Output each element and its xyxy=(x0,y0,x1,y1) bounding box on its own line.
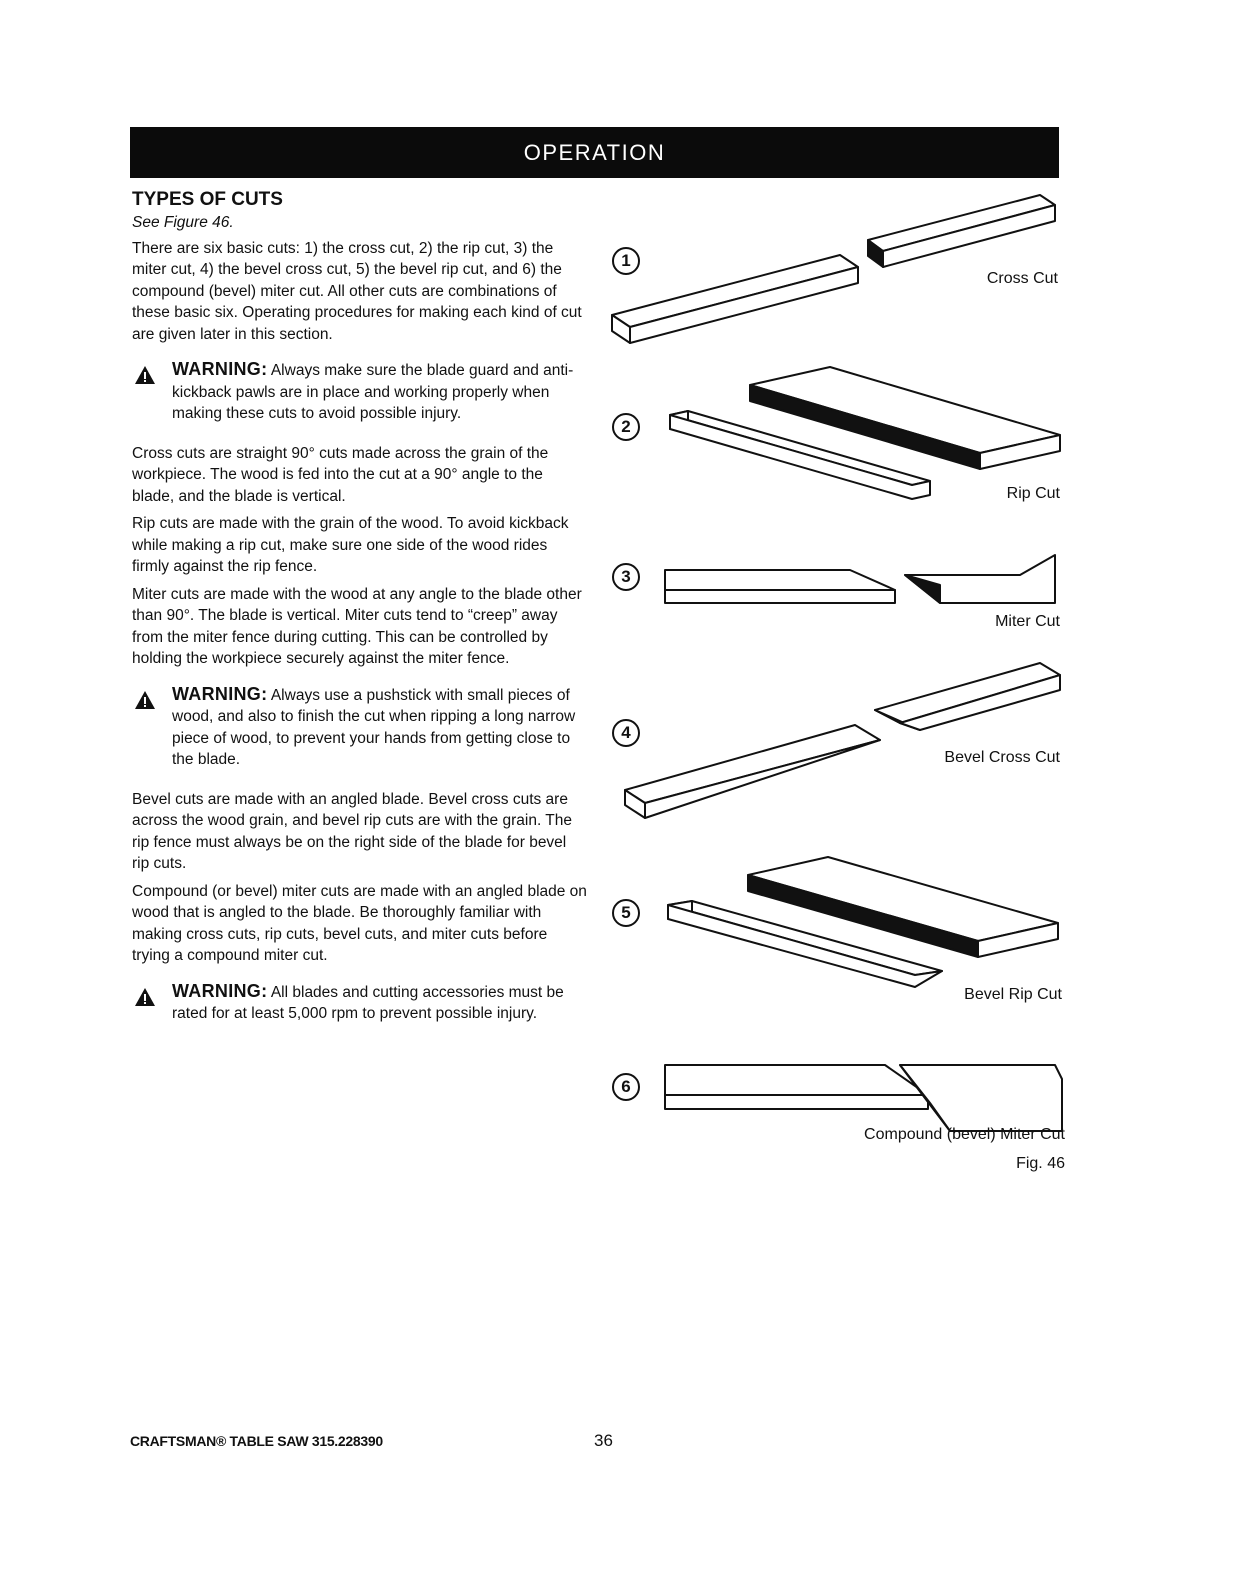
figure-number-4: 4 xyxy=(612,719,640,747)
intro-paragraph: There are six basic cuts: 1) the cross cut, 2) the rip cut, 3) the miter cut, 4) the bevel cross cut, 5) the bevel rip cut, and 6) the compound (bevel) miter cut. All other cuts are combinations of these basic six. Operating procedures for making each kind of cut are given later in this section. xyxy=(132,239,582,343)
label-compound-miter-cut: Compound (bevel) Miter Cut xyxy=(864,1126,1065,1143)
section-header xyxy=(130,127,1059,178)
page-number: 36 xyxy=(594,1431,613,1450)
figure-number-6: 6 xyxy=(612,1073,640,1101)
figure-caption: Fig. 46 xyxy=(1016,1155,1065,1172)
warning-icon xyxy=(134,987,156,1007)
figure-number-1: 1 xyxy=(612,247,640,275)
label-rip-cut: Rip Cut xyxy=(1006,485,1060,502)
label-cross-cut: Cross Cut xyxy=(986,270,1058,287)
warning-label: WARNING: xyxy=(172,683,268,704)
cross-cut-drawing xyxy=(612,195,1055,343)
warning-label: WARNING: xyxy=(172,359,268,379)
bevel-cross-cut-drawing xyxy=(625,663,1060,818)
figure-number-3: 3 xyxy=(612,563,640,591)
cross-cut-paragraph: Cross cuts are straight 90° cuts made across the grain of the workpiece. The wood is fed into the cut at a 90° angle to the blade, and the blade is vertical. xyxy=(132,444,549,505)
miter-cut-drawing xyxy=(665,555,1055,603)
warning-rpm xyxy=(132,981,587,1025)
rip-cut-drawing xyxy=(670,367,1060,499)
compound-miter-cut-drawing xyxy=(665,1065,1062,1131)
warning-text: All blades and cutting accessories must be rated for at least 5,000 rpm to prevent possible injury. xyxy=(172,983,564,1022)
figure-reference: See Figure 46. xyxy=(132,214,234,231)
warning-text: Always use a pushstick with small pieces of wood, and also to finish the cut when ripping a long narrow piece of wood, to prevent your hands from getting close to the blade. xyxy=(172,686,576,768)
rip-cut-paragraph: Rip cuts are made with the grain of the wood. To avoid kickback while making a rip cut, make sure one side of the wood rides firmly against the rip fence. xyxy=(132,515,569,575)
compound-cut-paragraph: Compound (or bevel) miter cuts are made with an angled blade on wood that is angled to the blade. Be thoroughly familiar with making cross cuts, rip cuts, bevel cuts, and miter cuts before trying a compound miter cut. xyxy=(132,882,587,964)
footer-brand-model: CRAFTSMAN® TABLE SAW 315.228390 xyxy=(130,1433,383,1449)
figure-number-5: 5 xyxy=(612,899,640,927)
section-header-title: OPERATION xyxy=(523,139,666,165)
warning-icon xyxy=(134,690,156,710)
warning-blade-guard xyxy=(132,359,587,425)
label-miter-cut: Miter Cut xyxy=(995,613,1060,630)
text-column xyxy=(132,188,587,1043)
warning-text: Always make sure the blade guard and anti-kickback pawls are in place and working properly when making these cuts to avoid possible injury. xyxy=(172,362,574,422)
warning-label: WARNING: xyxy=(172,980,268,1001)
label-bevel-cross-cut: Bevel Cross Cut xyxy=(944,749,1060,766)
label-bevel-rip-cut: Bevel Rip Cut xyxy=(964,986,1062,1003)
warning-icon xyxy=(134,365,156,385)
bevel-rip-cut-drawing xyxy=(668,857,1058,987)
figure-number-2: 2 xyxy=(612,413,640,441)
section-title: TYPES OF CUTS xyxy=(132,189,283,210)
figure-46 xyxy=(600,185,1070,1185)
bevel-cut-paragraph: Bevel cuts are made with an angled blade. Bevel cross cuts are across the wood grain, and bevel rip cuts are with the grain. The rip fence must always be on the right side of the blade for bevel rip cuts. xyxy=(132,790,572,872)
miter-cut-paragraph: Miter cuts are made with the wood at any angle to the blade other than 90°. The blade is vertical. Miter cuts tend to “creep” away from the miter fence during cutting. This can be controlled by holding the workpiece securely against the miter fence. xyxy=(132,585,582,667)
figure-drawings xyxy=(600,185,1070,1185)
warning-pushstick xyxy=(132,684,587,771)
